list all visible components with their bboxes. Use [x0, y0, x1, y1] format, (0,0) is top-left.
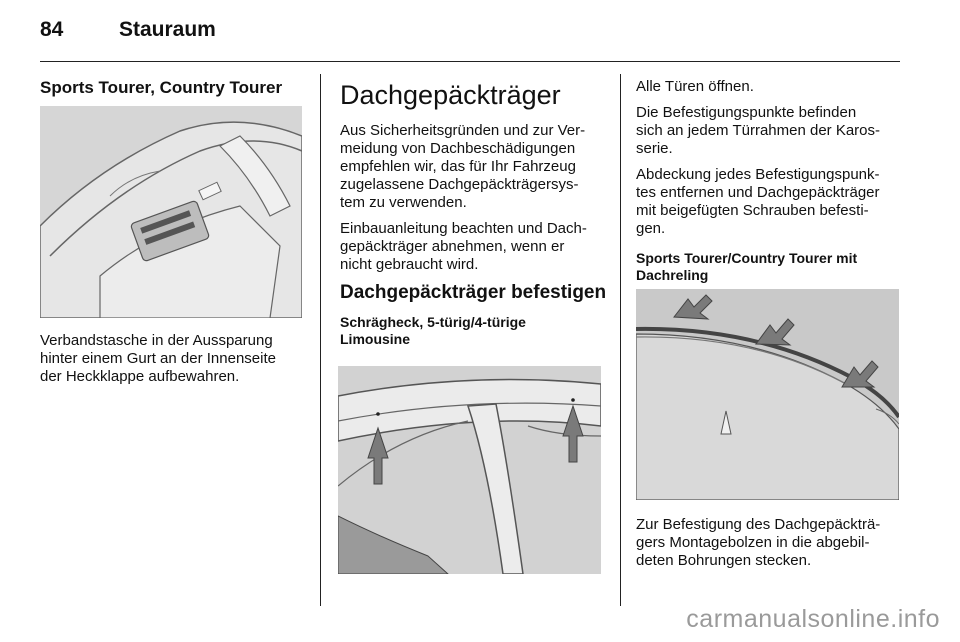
column-divider-1	[320, 74, 321, 606]
text-line: tem zu verwenden.	[340, 194, 467, 211]
caption-line: der Heckklappe aufbewahren.	[40, 368, 240, 385]
paragraph-mounting-points	[636, 104, 906, 158]
text-line: Sports Tourer/Country Tourer mit	[636, 250, 858, 266]
page-title: Stauraum	[119, 18, 216, 41]
text-line: Aus Sicherheitsgründen und zur Ver-	[340, 122, 586, 139]
column-3	[636, 78, 906, 284]
section-heading-sports-tourer: Sports Tourer, Country Tourer	[40, 78, 283, 97]
caption-first-aid	[40, 332, 310, 394]
text-line: Dachreling	[636, 267, 709, 283]
text-line: serie.	[636, 140, 673, 157]
tailgate-illustration	[40, 106, 302, 318]
column-divider-2	[620, 74, 621, 606]
text-line: gepäckträger abnehmen, wenn er	[340, 238, 565, 255]
paragraph-open-doors: Alle Türen öffnen.	[636, 78, 754, 95]
text-line: mit beigefügten Schrauben befesti-	[636, 202, 869, 219]
door-frame-illustration	[338, 366, 601, 574]
roof-rails-illustration	[636, 289, 899, 500]
text-line: sich an jedem Türrahmen der Karos-	[636, 122, 880, 139]
text-line: deten Bohrungen stecken.	[636, 552, 812, 569]
text-line: gen.	[636, 220, 666, 237]
figure-tailgate-first-aid-recess	[40, 106, 302, 318]
page-number: 84	[40, 18, 64, 41]
subheading-attach-roof-rack: Dachgepäckträger befestigen	[340, 282, 607, 303]
text-line: tes entfernen und Dachgepäckträger	[636, 184, 880, 201]
paragraph-installation	[340, 220, 610, 274]
text-line: Abdeckung jedes Befestigungspunk-	[636, 166, 880, 183]
text-line: Schrägheck, 5-türig/4-türige	[340, 314, 526, 330]
text-line: zugelassene Dachgepäckträgersys-	[340, 176, 579, 193]
header-rule	[40, 61, 900, 62]
figure-roof-rails-mounting-holes	[636, 289, 899, 500]
paragraph-safety	[340, 122, 610, 212]
column-1	[40, 78, 308, 98]
text-line: Die Befestigungspunkte befinden	[636, 104, 857, 121]
text-line: gers Montagebolzen in die abgebil-	[636, 534, 870, 551]
text-line: Einbauanleitung beachten und Dach-	[340, 220, 587, 237]
subheading-roof-rails	[636, 250, 906, 284]
text-line: meidung von Dachbeschädigungen	[340, 140, 576, 157]
watermark: carmanualsonline.info	[686, 605, 940, 633]
caption-line: hinter einem Gurt an der Innenseite	[40, 350, 276, 367]
text-line: Limousine	[340, 331, 411, 347]
paragraph-mounting-bolts	[636, 516, 906, 578]
caption-line: Verbandstasche in der Aussparung	[40, 332, 273, 349]
text-line: empfehlen wir, das für Ihr Fahrzeug	[340, 158, 576, 175]
figure-door-frame-mounting-points	[338, 366, 601, 574]
text-line: Zur Befestigung des Dachgepäckträ-	[636, 516, 881, 533]
paragraph-remove-cover	[636, 166, 906, 238]
column-2	[340, 78, 610, 348]
subheading-hatchback-sedan	[340, 314, 610, 348]
section-title-roof-rack: Dachgepäckträger	[340, 80, 561, 110]
text-line: nicht gebraucht wird.	[340, 256, 479, 273]
